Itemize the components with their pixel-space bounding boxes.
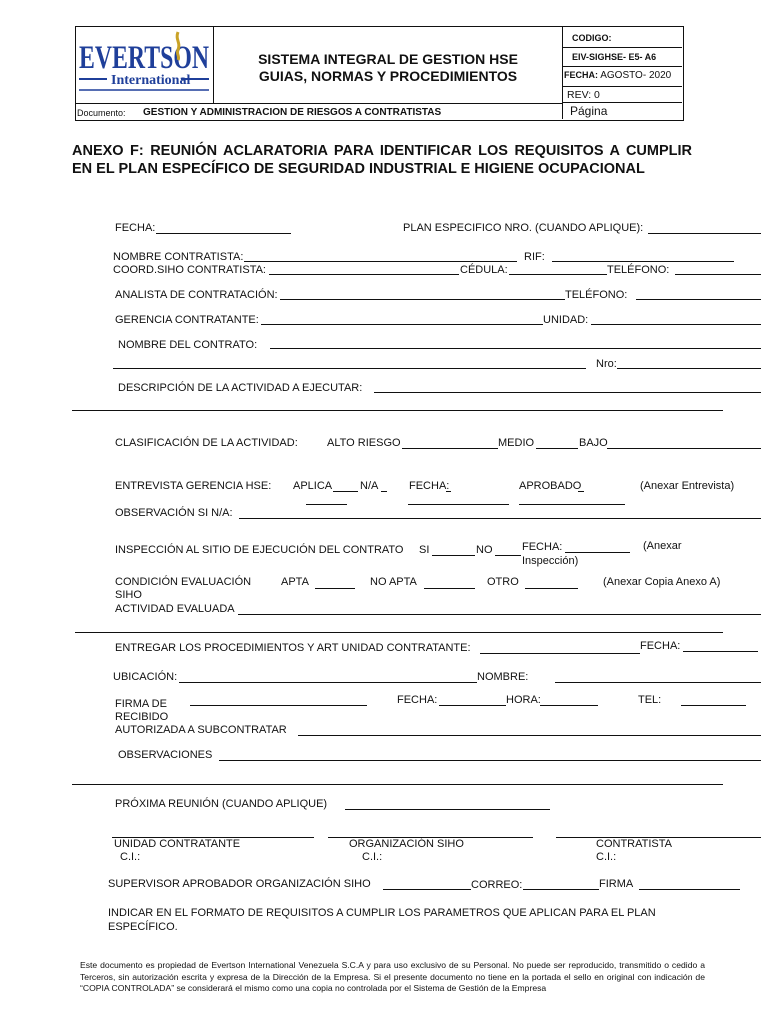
firma-recibido-label-2: RECIBIDO: [115, 711, 169, 723]
ubicacion-label: UBICACIÓN:: [113, 671, 178, 683]
inspeccion-label: INSPECCIÓN AL SITIO DE EJECUCIÓN DEL CONTRATO: [115, 544, 404, 556]
ci-unidad-label: C.I.:: [120, 851, 141, 863]
descripcion-input-line-2[interactable]: [72, 410, 723, 411]
fecha-entrevista-input-line[interactable]: [446, 491, 451, 492]
supervisor-input-line[interactable]: [383, 889, 471, 890]
autorizada-input-line[interactable]: [298, 735, 761, 736]
proxima-reunion-label: PRÓXIMA REUNIÓN (CUANDO APLIQUE): [115, 798, 328, 810]
page-label: Página: [570, 104, 608, 118]
coord-siho-label: COORD.SIHO CONTRATISTA:: [113, 264, 266, 276]
apta-input-line[interactable]: [315, 588, 355, 589]
fecha-entrevista-underline[interactable]: [408, 504, 509, 505]
firma-recibido-input-line[interactable]: [190, 705, 367, 706]
gerencia-label: GERENCIA CONTRATANTE:: [115, 314, 259, 326]
footer-disclaimer: Este documento es propiedad de Evertson International Venezuela S.C.A y para uso exclusivo de su Personal. No puede ser reproducido, transmitido o cedido a Terceros, sin autorización escrita y expresa de la Dirección de la Empresa. Si el presente documento no tiene en la portada el sello en original con indicación de “COPIA CONTROLADA” se considerará el mismo como una copia no controlada por el Sistema de Gestión de la Empresa: [80, 960, 705, 993]
nro-label: Nro:: [596, 358, 617, 370]
aprobado-input-line[interactable]: [578, 491, 584, 492]
header-divider: [562, 102, 682, 103]
medio-input-line[interactable]: [536, 448, 578, 449]
ubicacion-input-line[interactable]: [179, 682, 477, 683]
unidad-contratante-label: UNIDAD CONTRATANTE: [114, 838, 241, 850]
observaciones-input-line[interactable]: [219, 760, 761, 761]
alto-riesgo-input-line[interactable]: [402, 448, 498, 449]
bajo-input-line[interactable]: [607, 448, 761, 449]
logo-brand-text: EVERTSON: [79, 40, 210, 76]
fecha-entrevista-label: FECHA:: [409, 480, 450, 492]
header-divider: [562, 66, 682, 67]
condicion-label-2: SIHO: [115, 589, 142, 601]
header-title-line1: SISTEMA INTEGRAL DE GESTION HSE: [258, 51, 518, 67]
correo-input-line[interactable]: [523, 889, 599, 890]
nombre-contratista-input-line[interactable]: [244, 261, 517, 262]
autorizada-label: AUTORIZADA A SUBCONTRATAR: [115, 724, 287, 736]
descripcion-input-line[interactable]: [374, 392, 761, 393]
supervisor-label: SUPERVISOR APROBADOR ORGANIZACIÓN SIHO: [108, 878, 371, 890]
header-title-line2: GUIAS, NORMAS Y PROCEDIMIENTOS: [258, 68, 518, 84]
company-logo: [77, 30, 211, 100]
cedula-label: CÉDULA:: [460, 264, 508, 276]
aplica-underline[interactable]: [306, 504, 347, 505]
nombre-label: NOMBRE:: [477, 671, 529, 683]
otro-label: OTRO: [487, 576, 519, 588]
cedula-input-line[interactable]: [509, 274, 607, 275]
nombre-contrato-input-line[interactable]: [270, 348, 761, 349]
actividad-evaluada-input-line[interactable]: [238, 614, 761, 615]
nro-input-line[interactable]: [617, 368, 761, 369]
medio-label: MEDIO: [498, 437, 535, 449]
tel-label: TEL:: [638, 694, 662, 706]
plan-especifico-input-line[interactable]: [648, 233, 761, 234]
apta-label: APTA: [281, 576, 309, 588]
anexar-inspeccion-note: (Anexar: [643, 540, 682, 552]
firma-input-line[interactable]: [639, 889, 740, 890]
observaciones-input-line-2[interactable]: [72, 784, 723, 785]
na-label: N/A: [360, 480, 379, 492]
fecha-recibido-label: FECHA:: [397, 694, 438, 706]
entrevista-label: ENTREVISTA GERENCIA HSE:: [115, 480, 272, 492]
indicar-instruction: INDICAR EN EL FORMATO DE REQUISITOS A CUMPLIR LOS PARAMETROS QUE APLICAN PARA EL PLAN ESPECÍFICO.: [108, 907, 656, 933]
na-input-line[interactable]: [381, 491, 387, 492]
anexar-copia-note: (Anexar Copia Anexo A): [603, 576, 721, 588]
fecha-field-label: FECHA:: [115, 222, 156, 234]
aplica-label: APLICA: [293, 480, 333, 492]
fecha-input-line[interactable]: [156, 233, 291, 234]
telefono-input-line[interactable]: [675, 274, 761, 275]
fecha-value: AGOSTO- 2020: [600, 70, 672, 81]
anexar-inspeccion-note-2: Inspección): [522, 555, 579, 567]
alto-riesgo-label: ALTO RIESGO: [327, 437, 401, 449]
fecha-inspeccion-input-line[interactable]: [565, 552, 630, 553]
rif-label: RIF:: [524, 251, 545, 263]
hora-label: HORA:: [506, 694, 541, 706]
actividad-evaluada-input-line-2[interactable]: [75, 632, 723, 633]
analista-input-line[interactable]: [280, 299, 565, 300]
organizacion-siho-label: ORGANIZACIÓN SIHO: [349, 838, 464, 850]
observacion-na-input-line[interactable]: [239, 518, 761, 519]
proxima-reunion-input-line[interactable]: [345, 809, 550, 810]
clasificacion-label: CLASIFICACIÓN DE LA ACTIVIDAD:: [115, 437, 298, 449]
logo-flame-icon: [177, 32, 179, 60]
ci-siho-label: C.I.:: [362, 851, 383, 863]
documento-value: GESTION Y ADMINISTRACION DE RIESGOS A CONTRATISTAS: [143, 107, 442, 118]
header-divider: [562, 86, 682, 87]
telefono2-label: TELÉFONO:: [565, 289, 628, 301]
si-label: SI: [419, 544, 430, 556]
nombre-contratista-label: NOMBRE CONTRATISTA:: [113, 251, 244, 263]
aplica-input-line[interactable]: [333, 491, 358, 492]
codigo-label: CODIGO:: [572, 33, 612, 43]
no-apta-input-line[interactable]: [424, 588, 475, 589]
bajo-label: BAJO: [579, 437, 608, 449]
logo-graphic: [77, 30, 211, 100]
nombre-contrato-input-line-2[interactable]: [113, 368, 586, 369]
observaciones-label: OBSERVACIONES: [118, 749, 213, 761]
hora-input-line[interactable]: [540, 705, 598, 706]
header-divider: [562, 47, 682, 48]
entregar-label: ENTREGAR LOS PROCEDIMIENTOS Y ART UNIDAD CONTRATANTE:: [115, 642, 471, 654]
contratista-label: CONTRATISTA: [596, 838, 672, 850]
unidad-label: UNIDAD:: [543, 314, 589, 326]
tel-input-line[interactable]: [681, 705, 746, 706]
ci-contratista-label: C.I.:: [596, 851, 617, 863]
correo-label: CORREO:: [471, 879, 523, 891]
observacion-na-label: OBSERVACIÓN SI N/A:: [115, 507, 233, 519]
header-date: [564, 69, 671, 82]
logo-sub-text: International: [111, 73, 191, 88]
firma-recibido-label: FIRMA DE: [115, 698, 167, 710]
firma-label: FIRMA: [599, 878, 634, 890]
analista-label: ANALISTA DE CONTRATACIÓN:: [115, 289, 278, 301]
si-input-line[interactable]: [432, 555, 475, 556]
header-divider: [562, 26, 563, 119]
no-apta-label: NO APTA: [370, 576, 417, 588]
gerencia-input-line[interactable]: [261, 324, 543, 325]
fecha-entrega-label: FECHA:: [640, 640, 681, 652]
actividad-evaluada-label: ACTIVIDAD EVALUADA: [115, 603, 235, 615]
telefono-label: TELÉFONO:: [607, 264, 670, 276]
documento-label: Documento:: [77, 108, 126, 118]
codigo-value: EIV-SIGHSE- E5- A6: [572, 52, 657, 62]
rif-input-line[interactable]: [552, 261, 734, 262]
revision: REV: 0: [567, 89, 600, 101]
no-input-line[interactable]: [495, 555, 521, 556]
unidad-input-line[interactable]: [591, 324, 761, 325]
fecha-entrega-input-line[interactable]: [683, 651, 758, 652]
fecha-recibido-input-line[interactable]: [439, 705, 506, 706]
no-label: NO: [476, 544, 493, 556]
otro-input-line[interactable]: [525, 588, 578, 589]
nombre-contrato-label: NOMBRE DEL CONTRATO:: [118, 339, 258, 351]
plan-especifico-label: PLAN ESPECIFICO NRO. (CUANDO APLIQUE):: [403, 222, 644, 234]
condicion-label: CONDICIÓN EVALUACIÓN: [115, 576, 252, 588]
entregar-input-line[interactable]: [480, 653, 640, 654]
aprobado-underline[interactable]: [519, 504, 625, 505]
fecha-inspeccion-label: FECHA:: [522, 541, 563, 553]
telefono2-input-line[interactable]: [636, 299, 761, 300]
coord-siho-input-line[interactable]: [269, 274, 459, 275]
fecha-label: FECHA:: [564, 70, 598, 80]
descripcion-label: DESCRIPCIÓN DE LA ACTIVIDAD A EJECUTAR:: [118, 382, 363, 394]
aprobado-label: APROBADO: [519, 480, 582, 492]
header-divider: [75, 103, 563, 104]
nombre-input-line[interactable]: [555, 682, 761, 683]
annex-title: ANEXO F: REUNIÓN ACLARATORIA PARA IDENTIFICAR LOS REQUISITOS A CUMPLIR EN EL PLAN ESPECÍFICO DE SEGURIDAD INDUSTRIAL E HIGIENE OCUPACIONAL: [72, 143, 692, 177]
anexar-entrevista-note: (Anexar Entrevista): [640, 480, 735, 492]
